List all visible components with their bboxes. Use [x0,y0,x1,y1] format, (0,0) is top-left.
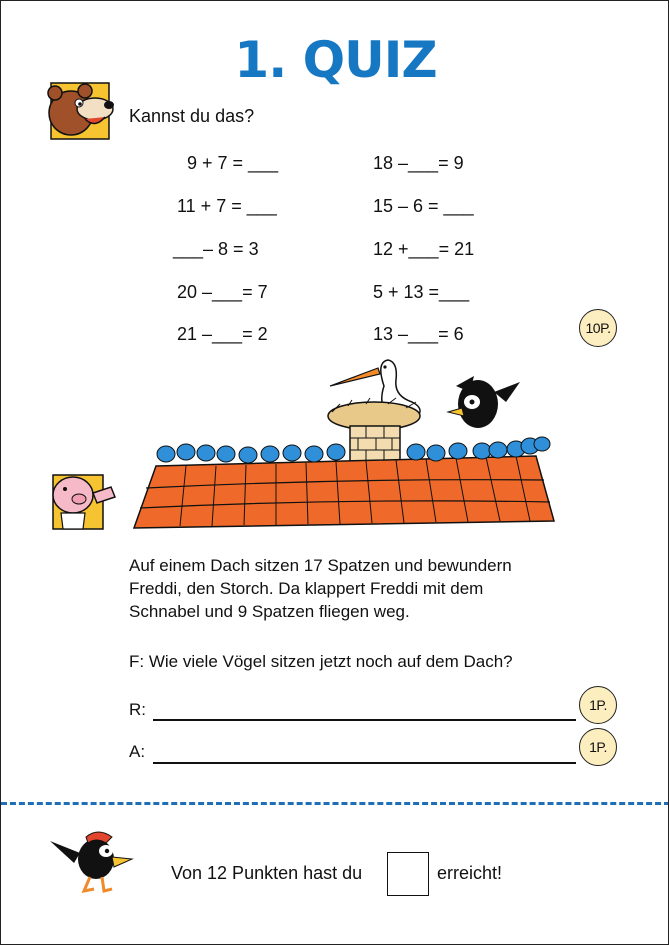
crow-illustration [448,376,520,428]
calculation-label: R: [129,700,146,719]
score-text-after: erreicht! [437,863,503,883]
equation-left-2: 11 + 7 = ___ [177,196,277,216]
equation-left-3: ___– 8 = 3 [173,239,259,259]
roof-scene-illustration [126,356,556,536]
points-badge-calculation: 1P. [579,686,617,724]
score-input-box[interactable] [387,852,429,896]
points-badge-answer: 1P. [579,728,617,766]
score-text-before: Von 12 Punkten hast du [171,863,363,883]
bear-mascot-illustration [41,79,119,143]
section-divider [1,802,669,805]
intro-text: Kannst du das? [129,106,255,126]
pig-mascot-illustration [43,469,121,531]
story-line-2: Freddi, den Storch. Da klappert Freddi mit dem [129,579,484,598]
question-text: F: Wie viele Vögel sitzen jetzt noch auf dem Dach? [129,652,513,671]
answer-line[interactable] [153,762,576,764]
equation-right-3: 12 +___= 21 [373,239,475,259]
equation-right-2: 15 – 6 = ___ [373,196,474,216]
equation-left-1: 9 + 7 = ___ [187,153,279,173]
equation-right-4: 5 + 13 =___ [373,282,470,302]
calculation-answer-line[interactable] [153,719,576,721]
word-problem-story [129,554,609,623]
answer-label: A: [129,742,146,761]
story-line-1: Auf einem Dach sitzen 17 Spatzen und bewundern [129,556,512,575]
equation-left-5: 21 –___= 2 [177,324,268,344]
story-line-3: Schnabel und 9 Spatzen fliegen weg. [129,602,410,621]
points-badge-exercise: 10P. [579,309,617,347]
equation-right-1: 18 –___= 9 [373,153,464,173]
equation-right-5: 13 –___= 6 [373,324,464,344]
equation-left-4: 20 –___= 7 [177,282,268,302]
crow-mascot-illustration [46,823,136,895]
page-title: 1. QUIZ [234,31,437,89]
